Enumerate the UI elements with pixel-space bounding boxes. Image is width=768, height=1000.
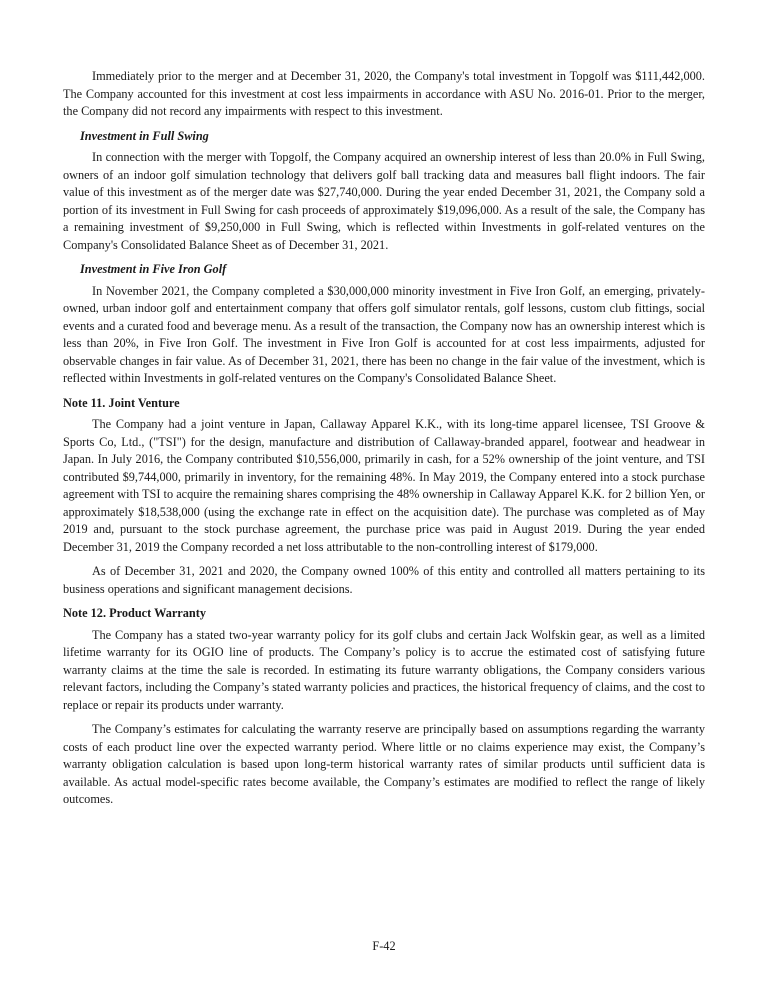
five-iron-heading: Investment in Five Iron Golf [80, 262, 227, 276]
page-body [63, 68, 705, 816]
page-number: F-42 [372, 939, 396, 953]
note-11-paragraph-2: As of December 31, 2021 and 2020, the Company owned 100% of this entity and controlled all matters pertaining to its business operations and significant management decisions. [63, 564, 705, 596]
five-iron-paragraph: In November 2021, the Company completed a $30,000,000 minority investment in Five Iron Golf, an emerging, privately-owned, urban indoor golf and entertainment company that offers golf simulator rentals, golf lessons, custom club fittings, social events and a curated food and beverage menu. As a result of the transaction, the Company now has an ownership interest which is less than 20%, in Five Iron Golf. The investment in Five Iron Golf is accounted for at cost less impairments, adjusted for observable changes in fair value. As of December 31, 2021, there has been no change in the fair value of the investment, which is reflected within Investments in golf-related ventures on the Company's Consolidated Balance Sheet. [63, 283, 705, 385]
intro-paragraph: Immediately prior to the merger and at December 31, 2020, the Company's total investment in Topgolf was $111,442,000. The Company accounted for this investment at cost less impairments in accordance with ASU No. 2016-01. Prior to the merger, the Company did not record any impairments with respect to this investment. [63, 69, 705, 118]
note-12-paragraph-2: The Company’s estimates for calculating the warranty reserve are principally based on assumptions regarding the warranty costs of each product line over the expected warranty period. Where little or no claims experience may exist, the Company’s warranty obligation calculation is based upon long-term historical warranty rates of similar products until sufficient data is available. As actual model-specific rates become available, the Company’s estimates are modified to reflect the range of likely outcomes. [63, 722, 705, 806]
full-swing-heading: Investment in Full Swing [80, 128, 209, 143]
note-11-paragraph-1: The Company had a joint venture in Japan, Callaway Apparel K.K., with its long-time apparel licensee, TSI Groove & Sports Co, Ltd., ("TSI") for the design, manufacture and distribution of Callaway-branded apparel, footwear and headwear in Japan. In July 2016, the Company contributed $10,556,000, primarily in cash, for a 52% ownership of the joint venture, and TSI contributed $9,744,000, primarily in inventory, for the remaining 48%. In May 2019, the Company entered into a stock purchase agreement with TSI to acquire the remaining shares comprising the 48% ownership in Callaway Apparel K.K. for 2 billion Yen, or approximately $18,538,000 (using the exchange rate in effect on the acquisition date). The purchase was completed as of May 2019 and, pursuant to the stock purchase agreement, the purchase price was paid in August 2019. During the year ended December 31, 2019 the Company recorded a net loss attributable to the non-controlling interest of $179,000. [63, 417, 705, 554]
note-12-paragraph-1: The Company has a stated two-year warranty policy for its golf clubs and certain Jack Wolfskin gear, as well as a limited lifetime warranty for its OGIO line of products. The Company’s policy is to accrue the estimated cost of satisfying future warranty claims at the time the sale is recorded. In estimating its future warranty obligations, the Company considers various relevant factors, including the Company’s stated warranty policies and practices, the historical frequency of claims, and the cost to replace or repair its products under warranty. [63, 627, 705, 712]
note-12-heading: Note 12. Product Warranty [63, 606, 206, 620]
full-swing-paragraph: In connection with the merger with Topgolf, the Company acquired an ownership interest of less than 20.0% in Full Swing, owners of an indoor golf simulation technology that delivers golf ball tracking data and measures ball flight indoors. The fair value of this investment as of the merger date was $27,740,000. During the year ended December 31, 2021, the Company sold a portion of its investment in Full Swing for cash proceeds of approximately $19,096,000. As a result of the sale, the Company has a remaining investment of $9,250,000 in Full Swing, which is reflected within Investments in golf-related ventures on the Company's Consolidated Balance Sheet as of December 31, 2021. [63, 150, 705, 252]
note-11-heading: Note 11. Joint Venture [63, 395, 180, 410]
